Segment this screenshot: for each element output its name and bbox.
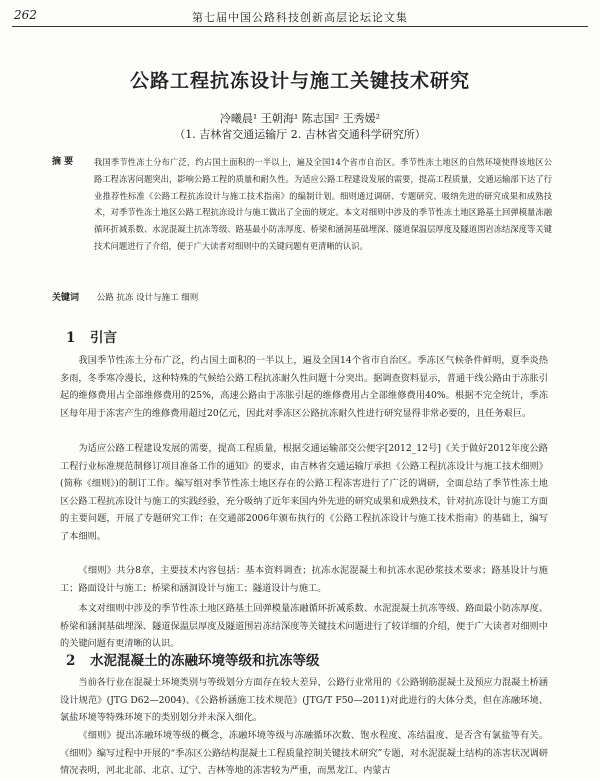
- paper-title: 公路工程抗冻设计与施工关键技术研究: [129, 70, 470, 92]
- paragraph: 本文对细则中涉及的季节性冻土地区路基土回弹模量冻融循环折减系数、水泥混凝土抗冻等级、路面最小防冻厚度、桥梁和涵洞基础埋深、隧道保温层厚度及隧道围岩冻结深度等关键技术问题进行了较详细的介绍，便于广大读者对细则中的关键问题有更清晰的认识。: [60, 603, 548, 650]
- section-number: 1: [66, 330, 76, 346]
- paragraph: 《细则》提出冻融环境等级的概念，冻融环境等级与冻融循环次数、饱水程度、冻结温度、是否含有氯盐等有关。《细则》编写过程中开展的“季冻区公路结构混凝土工程质量控制关键技术研究”专题，对水泥混凝土结构的冻害状况调研情况表明，河北北部、北京、辽宁、吉林等地的冻害较为严重，而黑龙江、内蒙古: [60, 730, 548, 777]
- section-title: 水泥混凝土的冻融环境等级和抗冻等级: [90, 653, 320, 669]
- keywords-text: 公路 抗冻 设计与施工 细则: [96, 293, 199, 303]
- paragraph: 我国季节性冻土分布广泛，约占国土面积的一半以上，遍及全国14个省市自治区。季冻区气候条件鲜明，夏季炎热多雨，冬季寒冷漫长，这种特殊的气候给公路工程抗冻耐久性问题十分突出。据调查资料显示，普通干线公路由于冻胀引起的维修费用占全部维修费用的25%，高速公路由于冻胀引起的维修费用占全部维修费用40%。根据不完全统计，季冻区每年用于冻害产生的维修费用超过20亿元，因此对季冻区公路抗冻耐久性进行研究显得非常必要的，且任务艰巨。: [60, 355, 548, 419]
- section-number: 2: [66, 653, 76, 669]
- paragraph: 《细则》共分8章，主要技术内容包括：基本资料调查；抗冻水泥混凝土和抗冻水泥砂浆技术要求；路基设计与施工；路面设计与施工；桥梁和涵洞设计与施工；隧道设计与施工。: [60, 565, 548, 594]
- keywords-label: 关键词: [52, 293, 80, 303]
- running-header: [12, 6, 588, 26]
- section-heading-2: [66, 649, 320, 669]
- paragraph: 当前各行业在混凝土环境类别与等级划分方面存在较大差异，公路行业常用的《公路钢筋混凝土及预应力混凝土桥涵设计规范》(JTG D62—2004)、《公路桥涵施工技术规范》(JTG/T F50—2011)对此进行的大体分类，但在冻融环境、氯盐环境等特殊环境下的类别划分并未深入细化。: [60, 677, 548, 724]
- paragraph: 为适应公路工程建设发展的需要，提高工程质量，根据交通运输部交公便字[2012_12号]《关于做好2012年度公路工程行业标准规范制修订项目准备工作的通知》的要求，由吉林省交通运输厅承担《公路工程抗冻设计与施工技术细则》(简称《细则》)的制订工作。编写组对季节性冻土地区存在的公路工程冻害进行了广泛的调研，全面总结了季节性冻土地区公路工程抗冻设计与施工的实践经验，充分吸纳了近年来国内外先进的研究成果和成熟技术，针对抗冻设计与施工方面的主要问题，开展了专题研究工作；在交通部2006年颁布执行的《公路工程抗冻设计与施工技术指南》的基础上，编写了本细则。: [60, 443, 548, 542]
- section-title: 引言: [90, 330, 117, 346]
- keywords: [52, 290, 552, 303]
- abstract: [52, 154, 552, 255]
- abstract-label: 摘 要: [52, 157, 74, 167]
- abstract-text: 我国季节性冻土分布广泛，约占国土面积的一半以上，遍及全国14个省市自治区。季节性冻土地区的自然环境使得该地区公路工程冻害问题突出，影响公路工程的质量和耐久性。为适应公路工程建设发展的需要，提高工程质量，交通运输部下达了行业推荐性标准《公路工程抗冻设计与施工技术指南》的编制计划。细则通过调研、专题研究、吸纳先进的研究成果和成熟技术，对季节性冻土地区公路工程抗冻设计与施工做出了全面的规定。本文对细则中涉及的季节性冻土地区路基土回弹模量冻融循环折减系数、水泥混凝土抗冻等级、路基最小防冻厚度、桥梁和涵洞基础埋深、隧道保温层厚度及隧道围岩冻结深度等关键技术问题进行了介绍，便于广大读者对细则中的关键问题有更清晰的认识。: [94, 157, 552, 251]
- author-list: 冷曦晨¹ 王朝海¹ 陈志国² 王秀媛²: [219, 112, 381, 125]
- affiliations: （1. 吉林省交通运输厅 2. 吉林省交通科学研究所）: [174, 128, 426, 141]
- section-heading-1: [66, 326, 117, 346]
- page-number: 262: [14, 8, 37, 22]
- journal-title: 第七届中国公路科技创新高层论坛论文集: [192, 11, 408, 24]
- header-rule: [12, 26, 588, 27]
